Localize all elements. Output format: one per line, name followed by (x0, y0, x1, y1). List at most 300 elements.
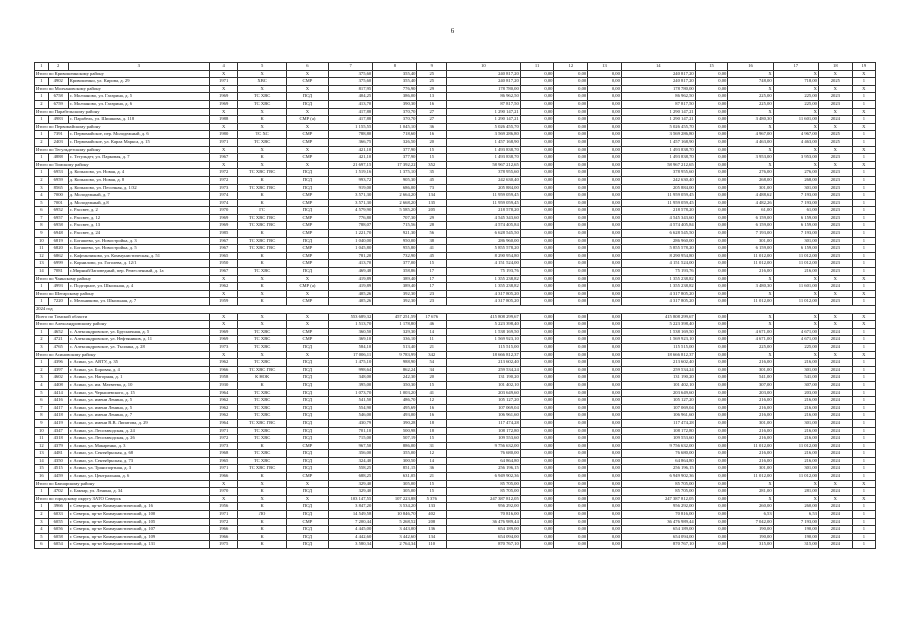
table-cell: 4652 (48, 328, 68, 336)
table-cell: Х (852, 85, 875, 93)
table-cell: 558,25 (328, 465, 372, 473)
table-cell: 0,00 (588, 184, 622, 192)
table-cell: 553 689,32 (328, 313, 372, 321)
table-cell: 134 (417, 192, 447, 200)
table-cell: 1 (852, 176, 875, 184)
table-cell: 1956 (209, 503, 237, 511)
table-cell: Х (818, 161, 852, 169)
table-cell: 46 (417, 321, 447, 329)
table-cell: г. Асино, ул. Сентябрьская, д. 73 (68, 457, 209, 465)
table-cell: 4 574 405,84 (446, 222, 520, 230)
table-cell: 0,00 (588, 290, 622, 298)
table-cell: 1 (852, 78, 875, 86)
table-cell: 2024 (818, 435, 852, 443)
table-cell: 0,00 (695, 169, 728, 177)
table-cell: 18 666 812,37 (621, 351, 695, 359)
table-cell: 1962 (209, 397, 237, 405)
table-cell: 1973 (209, 184, 237, 192)
table-cell: 0,00 (695, 100, 728, 108)
table-cell: 0,00 (588, 457, 622, 465)
table-cell: 955,80 (373, 245, 417, 253)
table-cell: 2024 (818, 381, 852, 389)
table-cell: 0,00 (520, 511, 554, 519)
table-cell: 216,00 (728, 427, 773, 435)
table-cell: с. Мельниково, ул. Школьная, д. 7 (68, 298, 209, 306)
table-cell: 0,00 (695, 230, 728, 238)
table-cell: 101 402,10 (446, 381, 520, 389)
table-cell: ТС ХВС ГВС (238, 214, 286, 222)
table-cell: СМР (286, 328, 328, 336)
table-cell: 11 959 059,45 (446, 192, 520, 200)
table-cell: 3 953,00 (773, 154, 818, 162)
table-cell: 1985 (209, 230, 237, 238)
table-cell: 0,00 (554, 480, 588, 488)
table-cell: 1 (35, 488, 49, 496)
table-cell: 4379 (48, 442, 68, 450)
table-cell: 13 (417, 93, 447, 101)
table-cell: 389,40 (373, 283, 417, 291)
table-cell: 0,00 (588, 473, 622, 481)
table-cell: 1 (35, 154, 49, 162)
table-cell: 36 476 989,44 (621, 518, 695, 526)
table-cell: 0,00 (588, 176, 622, 184)
table-cell: ПСД (286, 404, 328, 412)
table-cell: ТС ХВС (238, 435, 286, 443)
table-cell: г. Асино, ул. Транспортная, д. 3 (68, 465, 209, 473)
table-row (35, 245, 876, 253)
table-cell: 4 545 343,60 (621, 214, 695, 222)
table-cell: 15 (417, 435, 447, 443)
table-cell: 2023 (818, 176, 852, 184)
table-cell: 86 962,50 (446, 93, 520, 101)
table-row (35, 336, 876, 344)
table-cell: 11 012,00 (773, 442, 818, 450)
table-cell: ПСД (286, 207, 328, 215)
table-cell: 216,00 (773, 427, 818, 435)
table-cell: 4397 (48, 366, 68, 374)
table-cell: 1967 (209, 154, 237, 162)
table-cell: 817,95 (328, 85, 372, 93)
table-cell: 108 172,80 (446, 427, 520, 435)
table-cell: с. Рассвет, д. 2 (68, 207, 209, 215)
table-cell: 0,00 (695, 70, 728, 78)
table-cell: Х (728, 161, 773, 169)
table-cell: 17 392,22 (373, 161, 417, 169)
table-cell: 2 (35, 100, 49, 108)
table-cell: 541,00 (773, 374, 818, 382)
table-row (35, 207, 876, 215)
table-cell: 0,00 (695, 275, 728, 283)
table-cell: 4 151 524,00 (446, 260, 520, 268)
table-cell: Х (286, 313, 328, 321)
table-cell: 541,50 (328, 397, 372, 405)
table-cell: 4 (35, 526, 49, 534)
table-cell: 6948 (48, 230, 68, 238)
table-cell: 6959 (48, 176, 68, 184)
table-cell: с. Александровское, ул. Тъсинка, д. 28 (68, 343, 209, 351)
table-cell: 781,20 (328, 252, 372, 260)
table-cell: 0,00 (520, 237, 554, 245)
table-cell: 0,00 (695, 214, 728, 222)
table-cell: 0,00 (588, 321, 622, 329)
table-cell: Х (818, 351, 852, 359)
table-cell: 2024 (818, 343, 852, 351)
table-cell: ТС ХВС (238, 138, 286, 146)
table-cell: ПСД (286, 397, 328, 405)
table-cell: 4408 (48, 381, 68, 389)
table-cell: 6 159,00 (773, 214, 818, 222)
table-cell: 0,00 (554, 176, 588, 184)
table-cell: 788,07 (328, 222, 372, 230)
table-cell: 1 (852, 374, 875, 382)
table-cell: 366,75 (328, 138, 372, 146)
table-cell: 1972 (209, 176, 237, 184)
table-cell: 1 (852, 214, 875, 222)
table-cell: г. Асино, ул. имени Ленина, д. 5 (68, 404, 209, 412)
table-cell: 0,00 (695, 328, 728, 336)
table-row (35, 374, 876, 382)
table-cell: 0,00 (695, 427, 728, 435)
total-label: Итого по Александровскому району (35, 321, 210, 329)
table-cell: ПСД (286, 169, 328, 177)
table-cell: 7 193,00 (773, 199, 818, 207)
column-number-cell: 9 (417, 63, 447, 71)
table-cell: 0,00 (554, 161, 588, 169)
table-cell: 715,56 (373, 222, 417, 230)
table-cell: 0,00 (554, 78, 588, 86)
table-cell: 0,00 (695, 116, 728, 124)
table-cell: 6 949 902,36 (621, 473, 695, 481)
table-cell: 4 317 805,20 (446, 298, 520, 306)
table-cell: 0,00 (588, 541, 622, 549)
table-cell: Х (728, 290, 773, 298)
table-cell: 375,60 (328, 70, 372, 78)
table-cell: 9 (35, 419, 49, 427)
table-cell: 115 515,00 (621, 343, 695, 351)
table-cell: 216,00 (728, 435, 773, 443)
column-number-cell: 6 (286, 63, 328, 71)
table-cell: 0,00 (695, 503, 728, 511)
column-number-cell: 11 (520, 63, 554, 71)
table-cell: 0,00 (554, 252, 588, 260)
table-cell: 301,00 (773, 465, 818, 473)
table-cell: 0,00 (520, 154, 554, 162)
table-cell: 9 756 632,00 (621, 442, 695, 450)
table-cell: 417,88 (328, 116, 372, 124)
table-cell: 6999 (48, 260, 68, 268)
table-cell: ПСД (286, 526, 328, 534)
table-cell: 5 (35, 533, 49, 541)
table-cell: 0,00 (588, 154, 622, 162)
table-cell: 2023 (818, 260, 852, 268)
table-cell: 0,00 (695, 138, 728, 146)
table-cell: 0,00 (520, 442, 554, 450)
table-cell: г. Асино, ул. имени Ленина, д. 5 (68, 397, 209, 405)
table-cell: 117 474,28 (621, 419, 695, 427)
table-cell: 10 (35, 427, 49, 435)
table-cell: 1 (852, 343, 875, 351)
table-cell: 0,00 (588, 146, 622, 154)
table-cell: 0,00 (520, 473, 554, 481)
table-cell: 0,00 (554, 245, 588, 253)
table-cell: 1971 (209, 78, 237, 86)
table-cell: Х (286, 321, 328, 329)
table-cell: 392,30 (373, 290, 417, 298)
table-cell: 103 147,55 (328, 495, 372, 503)
table-cell: Х (818, 275, 852, 283)
table-cell: 0,00 (554, 435, 588, 443)
table-row (35, 397, 876, 405)
table-cell: 0,00 (520, 283, 554, 291)
table-cell: с. Богашево, ул. Новостройка, д. 5 (68, 245, 209, 253)
table-cell: Х (728, 108, 773, 116)
table-cell: 6 159,00 (773, 245, 818, 253)
table-cell: 1 (852, 366, 875, 374)
table-cell: 3 480,30 (728, 283, 773, 291)
table-cell: 2024 (818, 450, 852, 458)
table-cell: 654 094,00 (621, 533, 695, 541)
table-row (35, 100, 876, 108)
table-cell: Х (286, 108, 328, 116)
table-cell: К (238, 176, 286, 184)
table-cell: 950,00 (373, 237, 417, 245)
table-cell: 5 026 455,70 (446, 123, 520, 131)
table-cell: 688,25 (328, 473, 372, 481)
table-cell: 5 855 578,20 (621, 245, 695, 253)
table-cell: Х (852, 321, 875, 329)
table-cell: 216,00 (773, 457, 818, 465)
table-cell: ТС ХВС (238, 397, 286, 405)
table-cell: 1 (852, 199, 875, 207)
table-cell: 259 534,24 (446, 366, 520, 374)
table-cell: 0,00 (554, 412, 588, 420)
table-cell: 1968 (209, 450, 237, 458)
table-row (35, 541, 876, 549)
table-cell: 0,00 (588, 366, 622, 374)
table-row (35, 366, 876, 374)
table-cell: 20 (417, 138, 447, 146)
table-cell: 419,89 (328, 275, 372, 283)
table-cell: 25 (417, 70, 447, 78)
table-cell: 4 482,26 (728, 199, 773, 207)
table-cell: Х (238, 351, 286, 359)
table-cell: 268,00 (728, 176, 773, 184)
table-cell: 64 864,80 (446, 457, 520, 465)
table-cell: 0,00 (554, 442, 588, 450)
table-cell: 1 355 238,82 (621, 275, 695, 283)
table-cell: 41 (417, 245, 447, 253)
table-row (35, 511, 876, 519)
table-cell: СМР (286, 214, 328, 222)
table-cell: 1 (852, 397, 875, 405)
total-label: Итого по Первомайскому району (35, 123, 210, 131)
table-cell: 0,00 (695, 404, 728, 412)
table-cell: Х (238, 495, 286, 503)
table-cell: 1970 (209, 207, 237, 215)
table-cell: 0,00 (554, 366, 588, 374)
table-cell: 216,00 (728, 457, 773, 465)
table-cell: 1 (852, 404, 875, 412)
table-cell: 0,00 (588, 85, 622, 93)
table-cell: 386,00 (373, 93, 417, 101)
table-row (35, 450, 876, 458)
table-cell: 1 (852, 328, 875, 336)
table-row (35, 533, 876, 541)
table-cell: 0,00 (554, 275, 588, 283)
table-cell: г. Асино, ул. имени В.В. Липатова, д. 29 (68, 419, 209, 427)
table-cell: 301,00 (773, 184, 818, 192)
table-cell: 390,28 (373, 419, 417, 427)
table-cell: 11 (417, 336, 447, 344)
table-cell: 12 (35, 252, 49, 260)
table-cell: 216,00 (773, 412, 818, 420)
table-cell: Х (728, 70, 773, 78)
table-cell: 216,00 (773, 268, 818, 276)
table-cell: Х (209, 321, 237, 329)
table-cell: 0,00 (554, 93, 588, 101)
table-cell: 4602 (48, 374, 68, 382)
table-cell: 0,00 (520, 495, 554, 503)
table-cell: 851,15 (373, 465, 417, 473)
table-cell: 17 (417, 283, 447, 291)
table-cell: 395,00 (328, 381, 372, 389)
table-cell: ТС ХВС (238, 457, 286, 465)
table-cell: 718,00 (773, 78, 818, 86)
table-cell: 0,00 (520, 435, 554, 443)
table-cell: 1 (852, 526, 875, 534)
table-cell: Х (852, 108, 875, 116)
table-cell: 1 (852, 518, 875, 526)
total-label: Итого по Парабельскому району (35, 108, 210, 116)
table-cell: 315,00 (773, 541, 818, 549)
table-cell: 3 580,34 (328, 541, 372, 549)
table-cell: К (238, 381, 286, 389)
table-cell: 4 574 405,84 (621, 222, 695, 230)
table-cell: 4419 (48, 419, 68, 427)
table-cell: Х (286, 85, 328, 93)
table-cell: 0,00 (520, 275, 554, 283)
table-cell: 1 003,20 (373, 389, 417, 397)
table-cell: 0,00 (588, 252, 622, 260)
table-cell: 1 290 147,21 (621, 108, 695, 116)
table-cell: СМР (а) (286, 283, 328, 291)
table-cell: ТС ХВС ГВС (238, 169, 286, 177)
table-cell: ТС ХВС (238, 328, 286, 336)
table-cell: 0,00 (520, 192, 554, 200)
table-cell: 998,64 (328, 366, 372, 374)
table-cell: ПСД (286, 419, 328, 427)
table-cell: Х (209, 351, 237, 359)
table-cell: 190,00 (728, 533, 773, 541)
table-cell: 1 (852, 116, 875, 124)
table-cell: 0,00 (588, 230, 622, 238)
table-cell: 131 190,20 (446, 374, 520, 382)
table-cell: 2024 (818, 473, 852, 481)
table-cell: СМР (286, 192, 328, 200)
table-cell: К (238, 154, 286, 162)
table-cell: 718,60 (373, 131, 417, 139)
table-cell: д. Копылово, ул. Песочная, д. 1/32 (68, 184, 209, 192)
table-cell: 15 (417, 488, 447, 496)
table-cell: ПСД (286, 93, 328, 101)
table-cell: 107 069,04 (446, 404, 520, 412)
table-cell: ПСД (286, 465, 328, 473)
table-cell: Х (773, 108, 818, 116)
table-cell: Х (852, 351, 875, 359)
table-cell: 2024 (818, 328, 852, 336)
table-cell: 0,00 (554, 230, 588, 238)
table-cell: г. Асино, ул. Лесозаводская, д. 26 (68, 435, 209, 443)
table-cell: 8 (35, 222, 49, 230)
table-cell: 0,00 (520, 184, 554, 192)
table-cell: 1964 (209, 419, 237, 427)
table-cell: ТС ХВС ГВС (238, 419, 286, 427)
table-cell: 870 767,10 (621, 541, 695, 549)
table-cell: 0,00 (520, 161, 554, 169)
table-cell: 1974 (209, 192, 237, 200)
total-label: Итого по Бакчарскому району (35, 480, 210, 488)
table-cell: 216,00 (728, 397, 773, 405)
table-cell: 500,98 (373, 427, 417, 435)
table-cell: 2024 (818, 427, 852, 435)
table-cell: 1 355 238,82 (446, 275, 520, 283)
table-cell: 23 (417, 298, 447, 306)
table-cell: 1 (852, 138, 875, 146)
table-cell: Х (286, 146, 328, 154)
table-cell: СМР (286, 252, 328, 260)
table-cell: 2023 (818, 214, 852, 222)
table-cell: 2024 (818, 336, 852, 344)
table-cell: Х (818, 290, 852, 298)
table-cell: 3966 (48, 503, 68, 511)
table-cell: 85 705,00 (621, 488, 695, 496)
table-cell: 0,00 (520, 533, 554, 541)
table-cell: 1972 (209, 518, 237, 526)
table-cell: 2023 (818, 268, 852, 276)
table-cell: 404,25 (328, 93, 372, 101)
table-cell: 29 (417, 214, 447, 222)
table-cell: К (238, 298, 286, 306)
table-cell: 554,90 (328, 404, 372, 412)
table-cell: 256 196,15 (446, 465, 520, 473)
table-cell: 8 290 954,80 (446, 252, 520, 260)
table-cell: 0,00 (695, 480, 728, 488)
table-cell: 1 493 838,70 (446, 146, 520, 154)
table-cell: 11 012,00 (728, 442, 773, 450)
table-cell: 56 (417, 230, 447, 238)
table-cell: г. Северск, пр-кт Коммунистический, д. 105 (68, 518, 209, 526)
table-cell: 2023 (818, 100, 852, 108)
table-cell: 240 817,20 (621, 70, 695, 78)
table-cell: 584,10 (328, 343, 372, 351)
table-cell: 686,00 (373, 184, 417, 192)
table-cell: 6054 (48, 541, 68, 549)
table-cell: 6 949 902,36 (446, 473, 520, 481)
table-cell: с. Александровское, ул. Нефтяников, д. 11 (68, 336, 209, 344)
table-cell: 178 780,00 (446, 85, 520, 93)
table-row (35, 389, 876, 397)
table-cell: 6 (35, 207, 49, 215)
table-cell: 6862 (48, 252, 68, 260)
table-cell: Х (286, 495, 328, 503)
table-cell: Х (773, 146, 818, 154)
table-cell: 329,40 (328, 488, 372, 496)
table-cell: 1 (852, 389, 875, 397)
table-cell: Х (852, 495, 875, 503)
table-cell: с. Бакчар, ул. Ленина, д. 34 (68, 488, 209, 496)
table-cell: 73 (417, 184, 447, 192)
column-number-cell: 15 (695, 63, 728, 71)
